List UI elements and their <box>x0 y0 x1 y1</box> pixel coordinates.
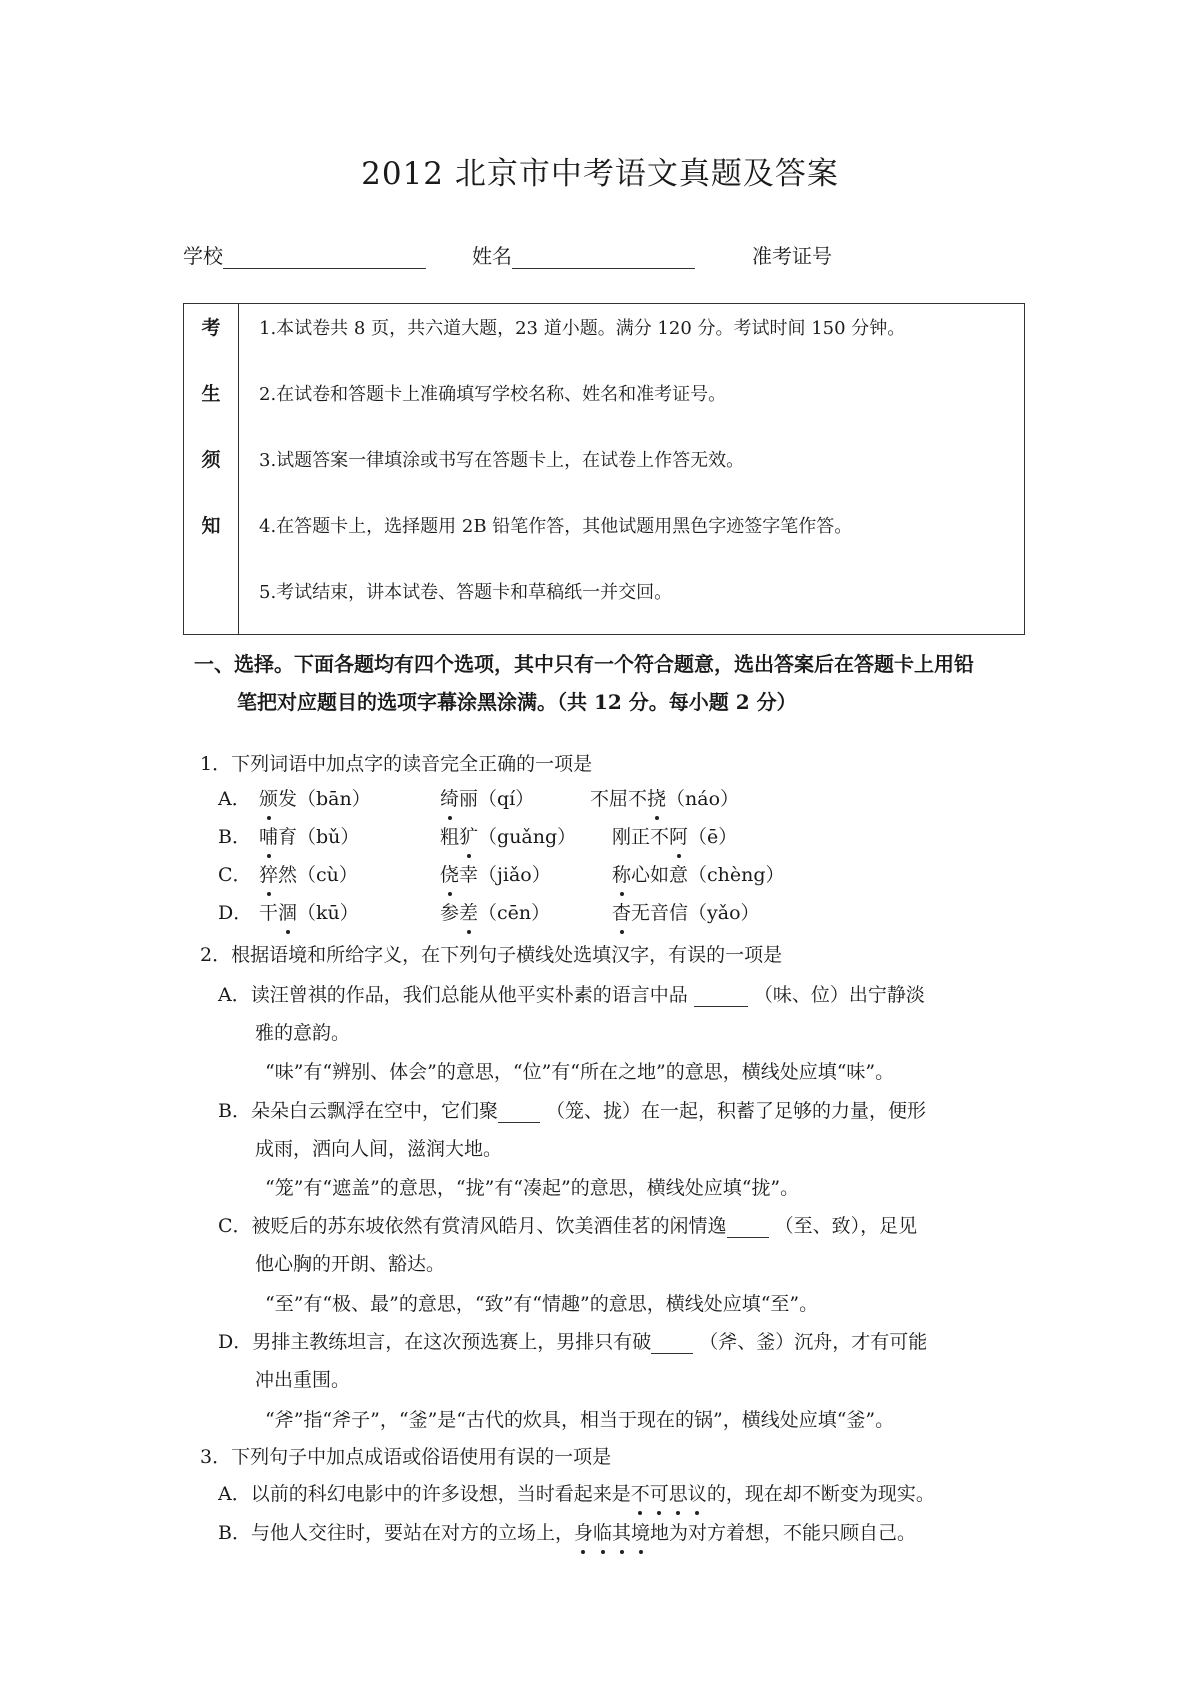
notice-items-cell <box>239 304 1025 635</box>
q1-option-c-word-1 <box>259 860 358 887</box>
option-label: A． <box>218 984 251 1006</box>
dotted-char: 差 <box>459 898 478 925</box>
question-2-stem: 2．根据语境和所给字义，在下列句子横线处选填汉字，有误的一项是 <box>200 944 783 966</box>
notice-item: 3.试题答案一律填涂或书写在答题卡上，在试卷上作答无效。 <box>259 450 745 471</box>
option-text: （斧、釜）沉舟，才有可能 <box>699 1331 928 1353</box>
name-blank <box>512 246 695 269</box>
q1-option-a-word-2 <box>440 784 534 811</box>
word-text: 干 <box>259 902 279 924</box>
q2-option-c-note: “至”有“极、最”的意思，“致”有“情趣”的意思，横线处应填“至”。 <box>265 1293 819 1315</box>
option-text: 朵朵白云飘浮在空中，它们聚 <box>250 1100 498 1122</box>
option-label: D． <box>218 1331 253 1353</box>
word-text: （ē） <box>688 826 738 848</box>
word-text: （guǎng） <box>478 826 577 848</box>
section-1-line-2: 笔把对应题目的选项字幕涂黑涂满。（共 12 分。每小题 2 分） <box>237 690 797 714</box>
q2-option-b-line-1 <box>218 1096 926 1123</box>
q2-option-d-line-2: 冲出重围。 <box>255 1369 351 1391</box>
dotted-char: 猝 <box>259 860 278 887</box>
exam-id-field <box>752 240 832 269</box>
q2-option-a-line-2: 雅的意韵。 <box>255 1022 351 1044</box>
q1-option-d-word-2 <box>440 898 550 925</box>
option-text: 与他人交往时，要站在对方的立场上， <box>250 1522 574 1544</box>
school-label: 学校 <box>183 244 223 268</box>
q1-option-a-label: A． <box>218 788 251 810</box>
school-blank <box>223 246 426 269</box>
word-text: 心如意（chèng） <box>631 864 785 886</box>
option-text: （味、位）出宁静淡 <box>753 984 925 1006</box>
dotted-char: 挠 <box>647 784 666 811</box>
q1-option-d-label: D． <box>218 902 253 924</box>
q1-option-d-word-1 <box>259 898 359 925</box>
word-text: 发（bān） <box>278 788 371 810</box>
q2-option-d-note: “斧”指“斧子”，“釜”是“古代的炊具，相当于现在的锅”，横线处应填“釜”。 <box>265 1409 895 1431</box>
q2-option-c-line-1 <box>218 1211 917 1238</box>
option-label: C． <box>218 1215 252 1237</box>
dotted-char: 阿 <box>669 822 688 849</box>
q2-option-d-line-1 <box>218 1327 927 1354</box>
dotted-char: 境 <box>631 1518 650 1545</box>
option-text: 读汪曾祺的作品，我们总能从他平实朴素的语言中品 <box>250 984 688 1006</box>
option-label: B． <box>218 1100 251 1122</box>
dotted-char: 犷 <box>459 822 478 849</box>
word-text: 参 <box>440 902 460 924</box>
q3-option-b <box>218 1518 916 1545</box>
section-1-line-1: 一、选择。下面各题均有四个选项，其中只有一个符合题意，选出答案后在答题卡上用铅 <box>194 652 974 676</box>
dotted-char: 可 <box>650 1479 669 1506</box>
q3-option-a <box>218 1479 935 1506</box>
dotted-char: 称 <box>612 860 631 887</box>
page-title: 2012 北京市中考语文真题及答案 <box>361 156 839 192</box>
q1-option-b-word-1 <box>259 822 359 849</box>
word-text: 然（cù） <box>278 864 358 886</box>
option-text: 被贬后的苏东坡依然有赏清风皓月、饮美酒佳茗的闲情逸 <box>251 1215 727 1237</box>
q1-option-d-word-3 <box>612 898 760 925</box>
fill-blank <box>694 986 748 1007</box>
word-text: 育（bǔ） <box>278 826 360 848</box>
option-text: 以前的科幻电影中的许多设想，当时看起来是 <box>250 1483 631 1505</box>
fill-blank <box>727 1217 769 1238</box>
q2-option-a-note: “味”有“辨别、体会”的意思，“位”有“所在之地”的意思，横线处应填“味”。 <box>265 1061 895 1083</box>
dotted-char: 身 <box>574 1518 593 1545</box>
word-text: 丽（qí） <box>459 788 535 810</box>
dotted-char: 不 <box>631 1479 650 1506</box>
dotted-char: 颁 <box>259 784 278 811</box>
fill-blank <box>651 1333 693 1354</box>
option-text: （至、致），足见 <box>774 1215 918 1237</box>
q2-option-a-line-1 <box>218 980 925 1007</box>
option-text: 的，现在却不断变为现实。 <box>706 1483 935 1505</box>
name-label: 姓名 <box>472 244 512 268</box>
q2-option-b-note: “笼”有“遮盖”的意思，“拢”有“凑起”的意思，横线处应填“拢”。 <box>265 1177 800 1199</box>
word-text: 刚正不 <box>612 826 670 848</box>
dotted-char: 议 <box>688 1479 707 1506</box>
question-3-stem: 3．下列句子中加点成语或俗语使用有误的一项是 <box>200 1446 612 1468</box>
notice-item: 5.考试结束，讲本试卷、答题卡和草稿纸一并交回。 <box>259 582 673 603</box>
section-1-heading <box>194 645 1034 721</box>
word-text: 无音信（yǎo） <box>631 902 760 924</box>
notice-item: 1.本试卷共 8 页，共六道大题，23 道小题。满分 120 分。考试时间 150 分钟。 <box>259 318 906 339</box>
q1-option-c-word-2 <box>440 860 551 887</box>
fill-blank <box>498 1102 540 1123</box>
word-text: 不屈不 <box>590 788 648 810</box>
notice-item: 2.在试卷和答题卡上准确填写学校名称、姓名和准考证号。 <box>259 384 727 405</box>
word-text: （cēn） <box>478 902 551 924</box>
option-label: A． <box>218 1483 251 1505</box>
q1-option-b-label: B． <box>218 826 251 848</box>
notice-label-char: 知 <box>201 515 221 537</box>
word-text: 幸（jiǎo） <box>459 864 551 886</box>
q1-option-a-word-3 <box>590 784 739 811</box>
notice-label-char: 生 <box>201 383 221 405</box>
notice-item: 4.在答题卡上，选择题用 2B 铅笔作答，其他试题用黑色字迹签字笔作答。 <box>259 516 853 537</box>
q1-option-c-label: C． <box>218 864 252 886</box>
dotted-char: 其 <box>612 1518 631 1545</box>
option-label: B． <box>218 1522 251 1544</box>
dotted-char: 思 <box>669 1479 688 1506</box>
dotted-char: 涸 <box>278 898 297 925</box>
option-text: （笼、拢）在一起，积蓄了足够的力量，便形 <box>546 1100 927 1122</box>
name-field <box>472 240 695 269</box>
word-text: 粗 <box>440 826 460 848</box>
notice-table <box>183 303 1025 635</box>
dotted-char: 临 <box>593 1518 612 1545</box>
word-text: （kū） <box>297 902 359 924</box>
option-text: 男排主教练坦言，在这次预选赛上，男排只有破 <box>252 1331 652 1353</box>
q1-option-b-word-2 <box>440 822 576 849</box>
notice-label-char: 须 <box>201 449 221 471</box>
dotted-char: 绮 <box>440 784 459 811</box>
school-field <box>183 240 426 269</box>
q1-option-a-word-1 <box>259 784 371 811</box>
notice-label-char: 考 <box>201 317 221 339</box>
word-text: （náo） <box>666 788 740 810</box>
question-1-stem: 1．下列词语中加点字的读音完全正确的一项是 <box>200 753 593 775</box>
q2-option-c-line-2: 他心胸的开朗、豁达。 <box>255 1253 446 1275</box>
q1-option-c-word-3 <box>612 860 785 887</box>
exam-id-label: 准考证号 <box>752 244 832 268</box>
q1-option-b-word-3 <box>612 822 737 849</box>
dotted-char: 侥 <box>440 860 459 887</box>
notice-label-cell <box>184 304 239 635</box>
dotted-char: 杳 <box>612 898 631 925</box>
dotted-char: 哺 <box>259 822 278 849</box>
q2-option-b-line-2: 成雨，洒向人间，滋润大地。 <box>255 1138 503 1160</box>
option-text: 地为对方着想，不能只顾自己。 <box>650 1522 917 1544</box>
